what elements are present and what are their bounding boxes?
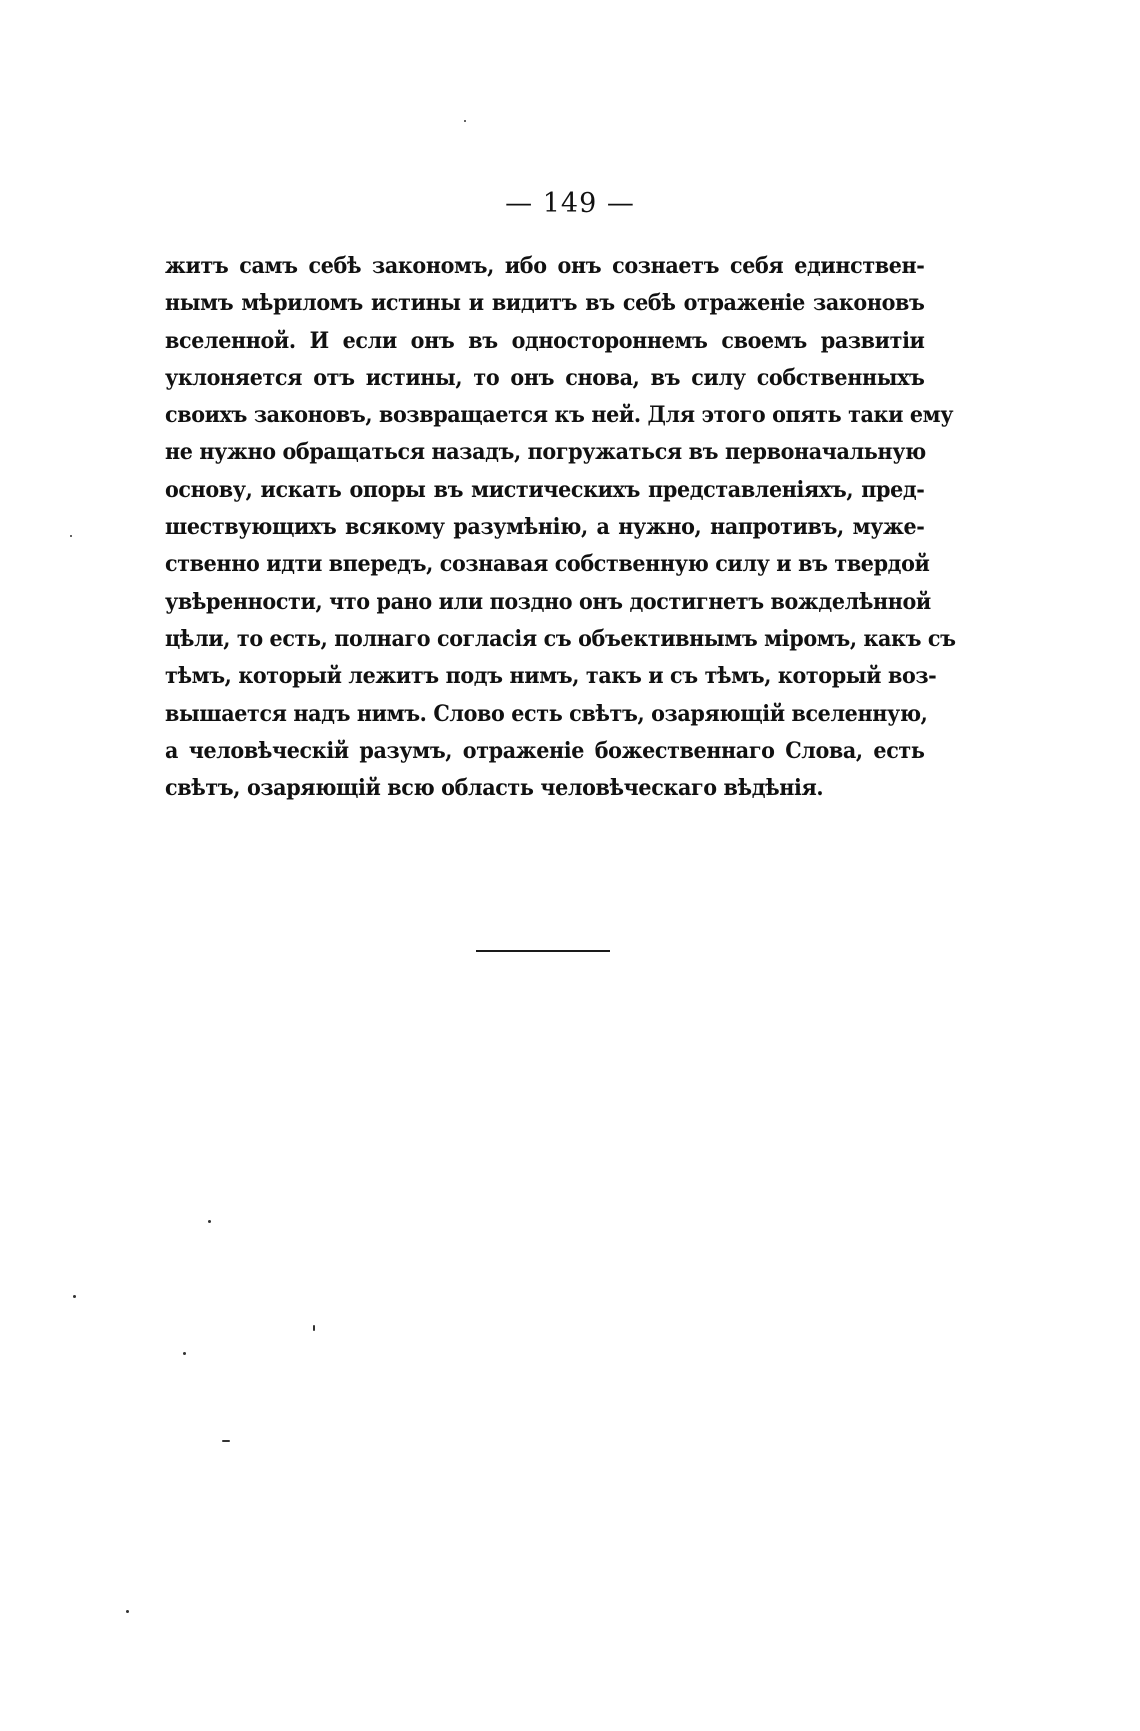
text-line: основу, искать опоры въ мистическихъ представленіяхъ, пред- [165,476,925,503]
text-line: уклоняется отъ истины, то онъ снова, въ силу собственныхъ [165,364,925,391]
text-line: тѣмъ, который лежитъ подъ нимъ, такъ и съ тѣмъ, который воз- [165,663,937,690]
scan-speck [126,1610,129,1613]
text-line: вышается надъ нимъ. Слово есть свѣтъ, озаряющій вселенную, [165,700,928,727]
text-line: своихъ законовъ, возвращается къ ней. Для этого опять таки ему [165,402,954,429]
text-line: цѣли, то есть, полнаго согласія съ объективнымъ міромъ, какъ съ [165,625,956,652]
text-line: нымъ мѣриломъ истины и видитъ въ себѣ отраженіе законовъ [165,290,925,317]
text-line: шествующихъ всякому разумѣнію, а нужно, напротивъ, муже- [165,514,925,541]
scan-speck [183,1352,186,1355]
text-line: ственно идти впередъ, сознавая собственную силу и въ твердой [165,551,930,578]
text-line: не нужно обращаться назадъ, погружаться въ первоначальную [165,439,926,466]
body-text [165,248,956,807]
text-line: свѣтъ, озаряющій всю область человѣческаго вѣдѣнія. [165,775,824,802]
scan-speck [222,1440,230,1442]
scan-speck [70,535,72,537]
text-line: житъ самъ себѣ закономъ, ибо онъ сознаетъ себя единствен- [165,253,925,279]
section-end-rule [476,950,610,952]
page-number: — 149 — [505,188,635,219]
text-line: а человѣческій разумъ, отраженіе божественнаго Слова, есть [165,737,925,764]
scan-speck [208,1220,211,1223]
scan-speck [464,120,466,122]
scan-speck [313,1325,315,1331]
text-line: увѣренности, что рано или поздно онъ достигнетъ вожделѣнной [165,588,931,615]
text-line: вселенной. И если онъ въ одностороннемъ своемъ развитіи [165,327,925,354]
scan-speck [73,1295,76,1298]
